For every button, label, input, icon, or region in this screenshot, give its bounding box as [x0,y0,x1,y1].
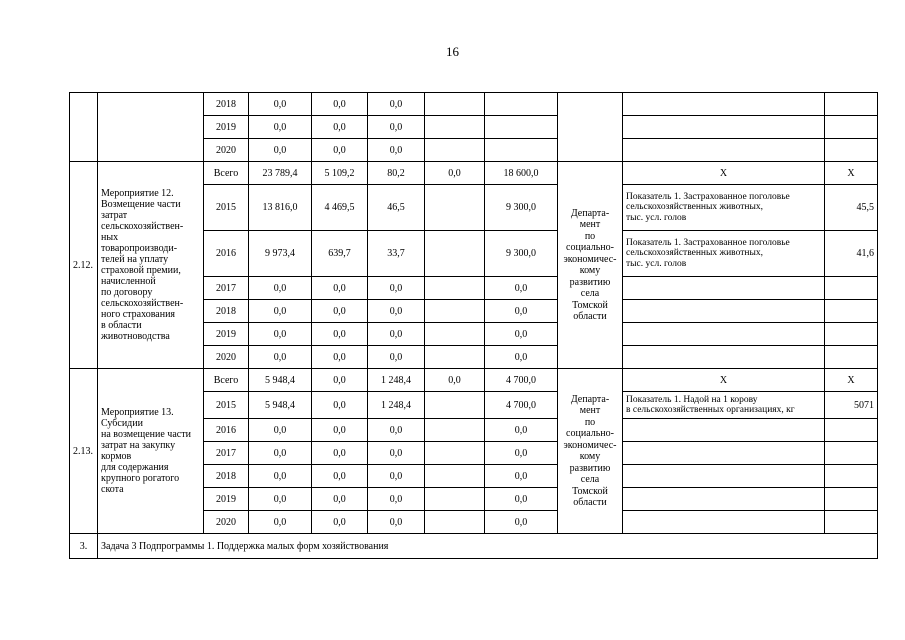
indicator-cell [623,93,825,116]
dept-cell [558,369,623,534]
measure-name-line: телей на уплату [101,254,169,265]
measure-name-line: животноводства [101,331,170,342]
indicator-cell [623,346,825,369]
measure-name-line: начисленной [101,276,156,287]
indicator-line: тыс. усл. голов [626,258,687,269]
year-cell: 2015 [204,392,249,419]
local-cell [425,419,485,442]
dept-line: социально- [566,428,614,439]
indicator-line: Показатель 1. Надой на 1 корову [626,394,758,405]
other-cell: 0,0 [485,346,558,369]
indicator-cell [623,300,825,323]
regional-cell: 0,0 [368,511,425,534]
other-cell [485,116,558,139]
year-cell: 2019 [204,323,249,346]
dept-line: Департа- [570,207,610,219]
total-cell: 0,0 [249,116,312,139]
local-cell: 0,0 [425,162,485,185]
regional-cell: 0,0 [368,323,425,346]
indicator-line: в сельскохозяйственных организациях, кг [626,405,795,415]
value-cell [825,93,878,116]
year-cell: 2019 [204,488,249,511]
indicator-cell [623,511,825,534]
regional-cell: 0,0 [368,346,425,369]
measure-name-line: сельскохозяйствен- [101,221,184,232]
year-cell: Всего [204,162,249,185]
local-cell [425,346,485,369]
total-cell: 0,0 [249,442,312,465]
total-cell: 0,0 [249,139,312,162]
total-cell: 0,0 [249,465,312,488]
measure-name-line: сельскохозяйствен- [101,298,184,309]
regional-cell: 0,0 [368,465,425,488]
year-cell: 2018 [204,300,249,323]
year-cell: 2018 [204,93,249,116]
indicator-cell [623,139,825,162]
regional-cell: 0,0 [368,300,425,323]
federal-cell: 0,0 [312,488,368,511]
year-cell: 2016 [204,231,249,277]
value-cell: 45,5 [825,185,878,231]
budget-table [69,92,878,559]
measure-name-line: Возмещение части [101,199,181,210]
value-cell [825,419,878,442]
table-row [70,369,878,392]
total-cell: 0,0 [249,346,312,369]
total-cell: 13 816,0 [249,185,312,231]
federal-cell: 0,0 [312,392,368,419]
measure-name-line: страховой премии, [101,265,181,276]
federal-cell: 0,0 [312,300,368,323]
total-cell: 9 973,4 [249,231,312,277]
measure-name-line: на возмещение части [101,429,191,440]
year-cell: 2020 [204,139,249,162]
measure-name-line: Мероприятие 13. [101,407,174,418]
other-cell [485,139,558,162]
measure-name-line: Субсидии [101,418,143,429]
measure-name-line: ного страхования [101,309,176,320]
federal-cell: 0,0 [312,465,368,488]
other-cell: 18 600,0 [485,162,558,185]
number-cell [70,93,98,162]
indicator-cell [623,442,825,465]
total-cell: 5 948,4 [249,392,312,419]
measure-number-cell: 2.12. [70,162,98,369]
measure-name-line: крупного рогатого [101,473,180,484]
indicator-cell [623,185,825,231]
regional-cell: 0,0 [368,419,425,442]
indicator-cell [623,116,825,139]
other-cell: 0,0 [485,419,558,442]
dept-cell [558,162,623,369]
dept-line: области [573,497,607,508]
indicator-line: Показатель 1. Застрахованное поголовье [626,191,790,202]
dept-line: Томской [572,485,608,497]
other-cell: 0,0 [485,511,558,534]
indicator-cell [623,231,825,277]
regional-cell: 46,5 [368,185,425,231]
dept-line: кому [579,265,601,276]
federal-cell: 0,0 [312,511,368,534]
dept-line: села [580,474,600,485]
value-cell [825,277,878,300]
indicator-line: сельскохозяйственных животных, [626,202,763,213]
federal-cell: 0,0 [312,93,368,116]
value-cell: 5071 [825,392,878,419]
local-cell [425,511,485,534]
indicator-cell [623,465,825,488]
other-cell: 0,0 [485,465,558,488]
measure-name-line: по договору [101,287,153,298]
total-cell: 0,0 [249,419,312,442]
measure-name-line: затрат на закупку [101,440,176,451]
other-cell: 4 700,0 [485,392,558,419]
measure-name-line: в области [101,320,142,331]
indicator-cell [623,277,825,300]
dept-line: Томской [572,299,608,311]
total-cell: 0,0 [249,277,312,300]
year-cell: 2015 [204,185,249,231]
value-cell [825,300,878,323]
year-cell: 2016 [204,419,249,442]
local-cell [425,488,485,511]
indicator-cell [623,323,825,346]
total-cell: 0,0 [249,323,312,346]
regional-cell: 0,0 [368,442,425,465]
total-cell: 5 948,4 [249,369,312,392]
regional-cell: 33,7 [368,231,425,277]
dept-line: по [584,230,596,242]
total-cell: 0,0 [249,488,312,511]
local-cell [425,185,485,231]
dept-line: экономичес- [563,439,617,451]
indicator-line: тыс. усл. голов [626,212,687,223]
value-cell [825,488,878,511]
value-cell [825,511,878,534]
year-cell: Всего [204,369,249,392]
measure-name-line: Мероприятие 12. [101,188,174,199]
indicator-cell [623,392,825,419]
value-cell [825,442,878,465]
dept-line: социально- [566,242,614,253]
value-cell: 41,6 [825,231,878,277]
value-cell [825,116,878,139]
local-cell [425,277,485,300]
federal-cell: 0,0 [312,139,368,162]
federal-cell: 0,0 [312,442,368,465]
federal-cell: 0,0 [312,277,368,300]
measure-name-line: ных [101,232,119,243]
local-cell [425,465,485,488]
local-cell: 0,0 [425,369,485,392]
indicator-cell: Х [623,369,825,392]
other-cell: 0,0 [485,300,558,323]
federal-cell: 0,0 [312,369,368,392]
measure-name-line: кормов [101,451,132,462]
year-cell: 2018 [204,465,249,488]
total-cell: 0,0 [249,511,312,534]
dept-line: развитию [569,276,611,288]
local-cell [425,139,485,162]
measure-name-cell [98,369,204,534]
federal-cell: 5 109,2 [312,162,368,185]
regional-cell: 1 248,4 [368,392,425,419]
other-cell: 0,0 [485,488,558,511]
dept-line: мент [579,219,601,230]
regional-cell: 0,0 [368,139,425,162]
year-cell: 2020 [204,346,249,369]
regional-cell: 0,0 [368,488,425,511]
federal-cell: 0,0 [312,323,368,346]
total-cell: 0,0 [249,93,312,116]
value-cell [825,346,878,369]
dept-line: кому [579,451,601,462]
measure-name-line: затрат [101,210,128,221]
federal-cell: 0,0 [312,346,368,369]
task-text-cell: Задача 3 Подпрограммы 1. Поддержка малых форм хозяйствования [98,534,878,559]
local-cell [425,116,485,139]
other-cell: 0,0 [485,277,558,300]
federal-cell: 0,0 [312,116,368,139]
year-cell: 2020 [204,511,249,534]
local-cell [425,323,485,346]
total-cell: 23 789,4 [249,162,312,185]
regional-cell: 1 248,4 [368,369,425,392]
value-cell [825,323,878,346]
federal-cell: 639,7 [312,231,368,277]
local-cell [425,392,485,419]
local-cell [425,93,485,116]
other-cell: 9 300,0 [485,185,558,231]
value-cell [825,465,878,488]
indicator-cell [623,488,825,511]
measure-name-line: скота [101,484,124,495]
indicator-cell [623,419,825,442]
indicator-line: сельскохозяйственных животных, [626,248,763,259]
year-cell: 2019 [204,116,249,139]
table-row [70,93,878,116]
dept-line: мент [579,405,601,416]
value-cell: Х [825,369,878,392]
task-number-cell: 3. [70,534,98,559]
value-cell [825,139,878,162]
other-cell: 4 700,0 [485,369,558,392]
year-cell: 2017 [204,277,249,300]
local-cell [425,300,485,323]
year-cell: 2017 [204,442,249,465]
value-cell: Х [825,162,878,185]
regional-cell: 80,2 [368,162,425,185]
other-cell: 9 300,0 [485,231,558,277]
other-cell: 0,0 [485,442,558,465]
other-cell [485,93,558,116]
total-cell: 0,0 [249,300,312,323]
table-row [70,162,878,185]
dept-line: села [580,288,600,299]
regional-cell: 0,0 [368,277,425,300]
measure-name-cell [98,162,204,369]
measure-number-cell: 2.13. [70,369,98,534]
federal-cell: 0,0 [312,419,368,442]
regional-cell: 0,0 [368,93,425,116]
measure-name-line: для содержания [101,462,169,473]
task-row [70,534,878,559]
local-cell [425,231,485,277]
regional-cell: 0,0 [368,116,425,139]
dept-line: экономичес- [563,253,617,265]
dept-line: развитию [569,462,611,474]
other-cell: 0,0 [485,323,558,346]
measure-name-line: товаропроизводи- [101,243,178,254]
indicator-line: Показатель 1. Застрахованное поголовье [626,237,790,248]
page-number: 16 [446,44,459,59]
indicator-cell: Х [623,162,825,185]
dept-line: по [584,416,596,428]
dept-line: Департа- [570,393,610,405]
federal-cell: 4 469,5 [312,185,368,231]
local-cell [425,442,485,465]
dept-cell [558,93,623,162]
measure-name-cell [98,93,204,162]
dept-line: области [573,311,607,322]
